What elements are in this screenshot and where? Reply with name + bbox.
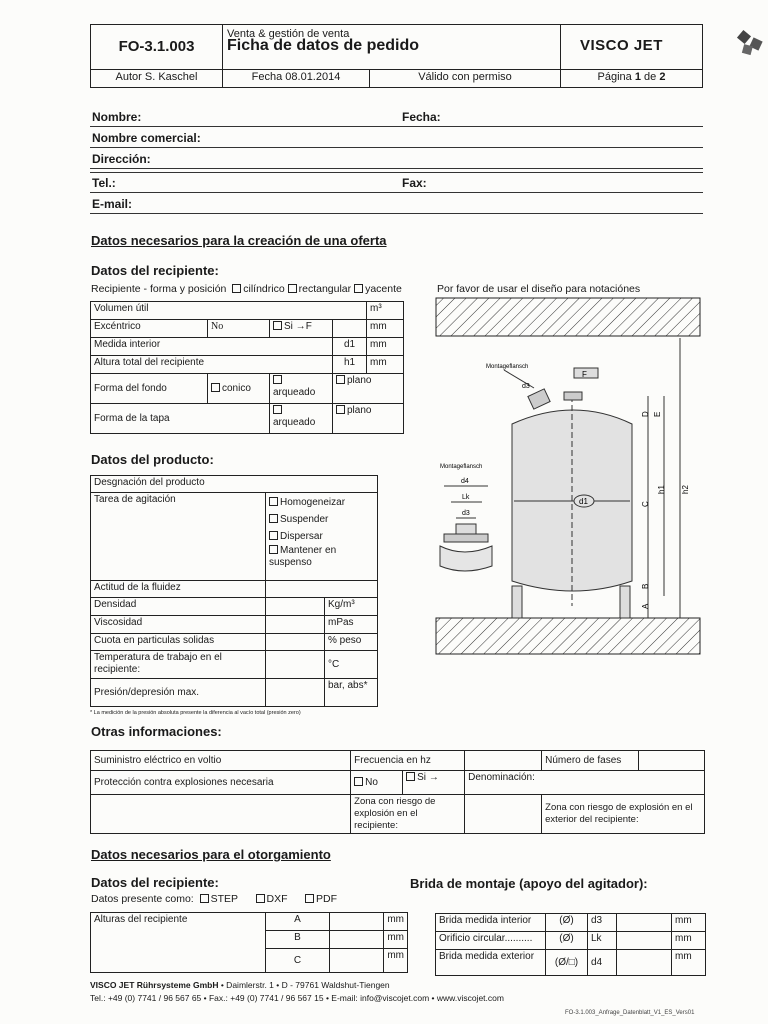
- field-tel[interactable]: [90, 192, 703, 193]
- row-presion: Presión/depresión max.: [91, 679, 266, 707]
- field-direccion[interactable]: [90, 168, 703, 169]
- option-dispersar[interactable]: Dispersar: [269, 528, 374, 545]
- row-actitud: Actitud de la fluidez: [91, 581, 266, 598]
- flange-heading: Brida de montaje (apoyo del agitador):: [410, 876, 648, 891]
- key-d4: d4: [588, 950, 617, 976]
- explosion-si[interactable]: Si →: [403, 771, 465, 795]
- row-fases: Número de fases: [542, 751, 639, 771]
- symbol-diameter-square: (Ø/□): [546, 950, 588, 976]
- unit-kgm3: Kg/m³: [325, 598, 378, 616]
- brand-logo-icon: [733, 29, 767, 59]
- montage-label-top: Montageflansch: [486, 364, 529, 370]
- label-direccion: Dirección:: [92, 152, 151, 166]
- key-c: C: [265, 949, 329, 973]
- checkbox-step[interactable]: [200, 894, 209, 903]
- dim-d3-side: d3: [462, 510, 470, 517]
- a-value[interactable]: [330, 913, 384, 931]
- c-value[interactable]: [330, 949, 384, 973]
- issue-date: Fecha 08.01.2014: [223, 70, 370, 88]
- label-nombre: Nombre:: [92, 110, 142, 124]
- cilindrico-label: cilíndrico: [243, 283, 285, 295]
- other-table: [90, 750, 705, 834]
- company-address: • Daimlerstr. 1 • D - 79761 Waldshut-Tiengen: [218, 980, 390, 990]
- field-nombre-comercial[interactable]: [90, 147, 703, 148]
- unit-mpas: mPas: [325, 616, 378, 634]
- temperatura-value[interactable]: [266, 651, 325, 679]
- unit-celsius: °C: [325, 651, 378, 679]
- row-alturas: Alturas del recipiente: [91, 913, 266, 973]
- row-excentrico: Excéntrico: [91, 320, 208, 338]
- label-tel: Tel.:: [92, 176, 116, 190]
- key-d1: d1: [333, 338, 367, 356]
- symbol-diameter: (Ø): [546, 914, 588, 932]
- offer-heading: Datos necesarios para la creación de una oferta: [91, 233, 387, 248]
- lk-value[interactable]: [617, 932, 672, 950]
- vessel-table: [90, 301, 404, 434]
- flange-table: [435, 913, 706, 976]
- checkbox-yacente[interactable]: [354, 284, 363, 293]
- side-flange: [444, 534, 488, 542]
- row-volumen: Volumen útil: [91, 302, 367, 320]
- rectangular-label: rectangular: [298, 283, 352, 295]
- dim-lk: Lk: [462, 494, 470, 501]
- unit-mm: mm: [367, 338, 404, 356]
- dim-h2: h2: [681, 485, 690, 494]
- ceiling-hatch: [436, 298, 700, 336]
- densidad-value[interactable]: [266, 598, 325, 616]
- other-heading: Otras informaciones:: [91, 724, 222, 739]
- unit-mm: mm: [384, 949, 408, 973]
- brand-name: VISCO JET: [580, 37, 663, 54]
- side-flange-neck: [456, 524, 476, 534]
- b-value[interactable]: [330, 931, 384, 949]
- key-d3: d3: [588, 914, 617, 932]
- pressure-footnote: * La medición de la presión absoluta presente la diferencia al vacío total (presión zero): [90, 710, 301, 716]
- viscosidad-value[interactable]: [266, 616, 325, 634]
- row-tapa: Forma de la tapa: [91, 404, 270, 434]
- format-row: Datos presente como: STEP DXF PDF: [91, 893, 338, 905]
- option-homogeneizar[interactable]: Homogeneizar: [269, 494, 374, 511]
- fases-value[interactable]: [639, 751, 705, 771]
- key-lk: Lk: [588, 932, 617, 950]
- excentrico-value[interactable]: [333, 320, 367, 338]
- unit-mm: mm: [367, 320, 404, 338]
- key-h1: h1: [333, 356, 367, 374]
- explosion-no[interactable]: No: [351, 771, 403, 795]
- label-fax: Fax:: [402, 176, 427, 190]
- fondo-plano[interactable]: plano: [333, 374, 404, 404]
- field-email[interactable]: [90, 213, 703, 214]
- dim-f: F: [582, 370, 587, 379]
- dim-d4: d4: [461, 478, 469, 485]
- unit-mm: mm: [384, 913, 408, 931]
- brand-cell: [561, 25, 703, 70]
- grant-heading: Datos necesarios para el otorgamiento: [91, 847, 331, 862]
- form-code: FO-3.1.003: [91, 25, 223, 70]
- checkbox-dxf[interactable]: [256, 894, 265, 903]
- row-viscosidad: Viscosidad: [91, 616, 266, 634]
- zona-interior-value[interactable]: [465, 795, 542, 834]
- author: Autor S. Kaschel: [91, 70, 223, 88]
- d4-value[interactable]: [617, 950, 672, 976]
- product-heading: Datos del producto:: [91, 452, 214, 467]
- department: Venta & gestión de venta: [227, 28, 350, 40]
- dim-d1: d1: [579, 497, 588, 506]
- zona-blank: [91, 795, 351, 834]
- validity: Válido con permiso: [370, 70, 561, 88]
- form-title: Ficha de datos de pedido: [227, 37, 420, 54]
- top-flange: [564, 392, 582, 400]
- denominacion[interactable]: Denominación:: [465, 771, 705, 795]
- d3-value[interactable]: [617, 914, 672, 932]
- tapa-plano[interactable]: plano: [333, 404, 404, 434]
- side-flange-base: [440, 546, 492, 571]
- excentrico-no[interactable]: No: [208, 320, 270, 338]
- unit-peso: % peso: [325, 634, 378, 651]
- floor-hatch: [436, 618, 700, 654]
- document-reference: FO-3.1.003_Anfrage_Datenblatt_V1_ES_Vers01: [565, 1010, 695, 1016]
- checkbox-cilindrico[interactable]: [232, 284, 241, 293]
- page-number: Página 1 de 2: [561, 70, 703, 88]
- row-tarea: Tarea de agitación: [91, 493, 266, 581]
- heights-table: [90, 912, 408, 973]
- tank-leg-right: [620, 586, 630, 618]
- footer-address: [90, 980, 390, 990]
- product-table: [90, 475, 378, 707]
- tank-leg-left: [512, 586, 522, 618]
- row-cuota: Cuota en particulas solidas: [91, 634, 266, 651]
- dim-d3-top: d3: [522, 383, 530, 390]
- fondo-arqueado[interactable]: arqueado: [270, 374, 333, 404]
- symbol-diameter: (Ø): [546, 932, 588, 950]
- yacente-label: yacente: [365, 283, 402, 295]
- label-nombre-comercial: Nombre comercial:: [92, 131, 201, 145]
- divider: [90, 172, 703, 173]
- label-email: E-mail:: [92, 197, 133, 211]
- vessel-shape-row: [91, 283, 402, 295]
- montage-label-side: Montageflansch: [440, 464, 483, 470]
- mounting-nozzle: [528, 389, 550, 409]
- row-explosion: Protección contra explosiones necesaria: [91, 771, 351, 795]
- unit-mm: mm: [672, 932, 706, 950]
- grant-vessel-heading: Datos del recipiente:: [91, 875, 219, 890]
- diagram-note: Por favor de usar el diseño para notaciónes: [437, 283, 641, 295]
- frecuencia-value[interactable]: [465, 751, 542, 771]
- row-altura: Altura total del recipiente: [91, 356, 333, 374]
- excentrico-si[interactable]: Si →F: [270, 320, 333, 338]
- unit-bar: bar, abs*: [325, 679, 378, 707]
- row-fondo: Forma del fondo: [91, 374, 208, 404]
- flange-orificio: Orificio circular..........: [436, 932, 546, 950]
- unit-m3: m³: [367, 302, 404, 320]
- unit-mm: mm: [384, 931, 408, 949]
- key-a: A: [265, 913, 329, 931]
- tarea-options: [266, 493, 378, 581]
- row-designacion: Desgnación del producto: [91, 476, 378, 493]
- label-fecha: Fecha:: [402, 110, 441, 124]
- flange-interior: Brida medida interior: [436, 914, 546, 932]
- dim-b: B: [641, 583, 650, 589]
- checkbox-rectangular[interactable]: [288, 284, 297, 293]
- dim-h1: h1: [657, 485, 666, 494]
- flange-exterior: Brida medida exterior: [436, 950, 546, 976]
- zona-interior[interactable]: Zona con riesgo de explosión en el recipiente:: [351, 795, 465, 834]
- cuota-value[interactable]: [266, 634, 325, 651]
- form-title-cell: [223, 25, 561, 70]
- unit-mm: mm: [672, 914, 706, 932]
- zona-exterior[interactable]: Zona con riesgo de explosión en el exterior del recipiente:: [542, 795, 705, 834]
- field-nombre[interactable]: [90, 126, 703, 127]
- tapa-arqueado[interactable]: arqueado: [270, 404, 333, 434]
- row-voltio: Suministro eléctrico en voltio: [91, 751, 351, 771]
- footer-contact: Tel.: +49 (0) 7741 / 96 567 65 • Fax.: +49 (0) 7741 / 96 567 15 • E-mail: info@viscojet.com • www.viscojet.com: [90, 993, 504, 1003]
- vessel-shape-label: Recipiente - forma y posición: [91, 283, 227, 295]
- vessel-heading: Datos del recipiente:: [91, 263, 219, 278]
- presion-value[interactable]: [266, 679, 325, 707]
- tank-diagram: [434, 296, 704, 656]
- fondo-conico[interactable]: conico: [208, 374, 270, 404]
- checkbox-pdf[interactable]: [305, 894, 314, 903]
- dim-c: C: [641, 501, 650, 507]
- row-temperatura: Temperatura de trabajo en el recipiente:: [91, 651, 266, 679]
- unit-mm: mm: [367, 356, 404, 374]
- format-label: Datos presente como:: [91, 893, 194, 905]
- row-medida: Medida interior: [91, 338, 333, 356]
- dim-a: A: [641, 603, 650, 609]
- actitud-value[interactable]: [266, 581, 378, 598]
- row-frecuencia: Frecuencia en hz: [351, 751, 465, 771]
- company-name: VISCO JET Rührsysteme GmbH: [90, 980, 219, 990]
- header-table: [90, 24, 703, 88]
- option-suspender[interactable]: Suspender: [269, 511, 374, 528]
- dim-e: E: [653, 411, 662, 417]
- dim-d: D: [641, 411, 650, 417]
- row-densidad: Densidad: [91, 598, 266, 616]
- option-mantener[interactable]: Mantener en suspenso: [269, 545, 337, 568]
- key-b: B: [265, 931, 329, 949]
- unit-mm: mm: [672, 950, 706, 976]
